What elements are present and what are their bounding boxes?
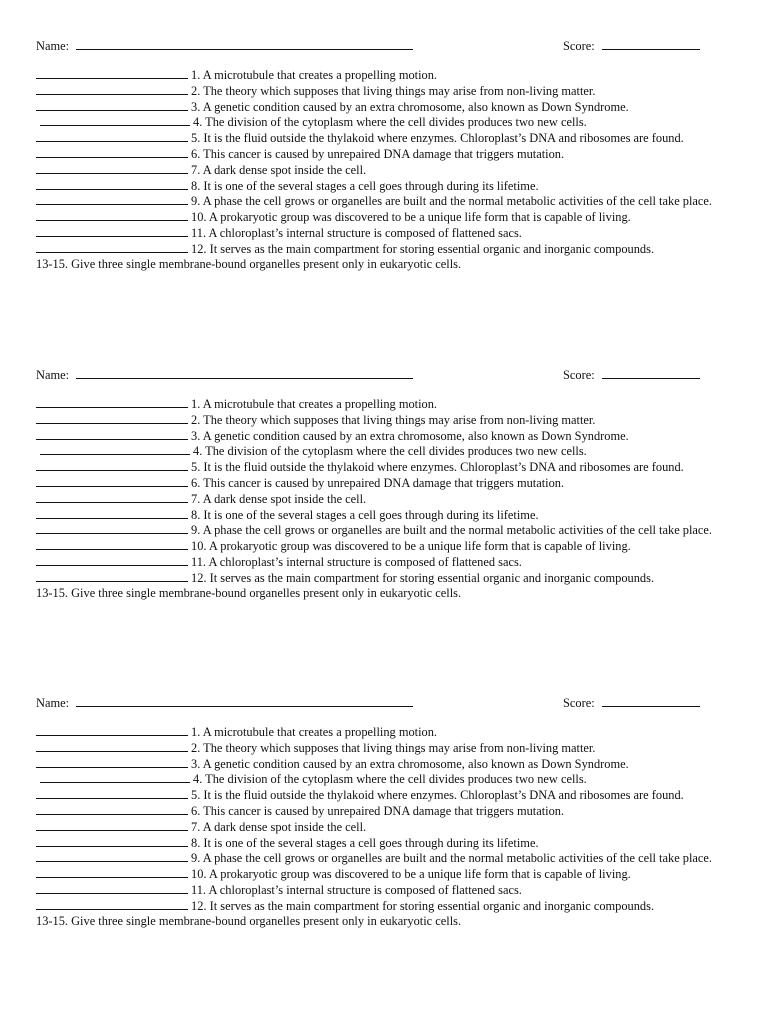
- question-item: [36, 866, 722, 882]
- answer-blank[interactable]: [36, 193, 188, 205]
- question-text: 5. It is the fluid outside the thylakoid where enzymes. Chloroplast’s DNA and ribosomes are found.: [191, 131, 684, 146]
- question-item: [36, 538, 722, 554]
- answer-blank[interactable]: [36, 475, 188, 487]
- name-label: Name:: [36, 696, 70, 710]
- question-item: [36, 241, 722, 257]
- answer-blank[interactable]: [40, 443, 190, 455]
- score-blank[interactable]: [602, 38, 700, 50]
- question-text: 12. It serves as the main compartment for storing essential organic and inorganic compounds.: [191, 898, 655, 913]
- name-blank[interactable]: [76, 38, 413, 50]
- quiz-header: [36, 695, 722, 710]
- question-item: [36, 850, 722, 866]
- answer-blank[interactable]: [36, 819, 188, 831]
- answer-blank[interactable]: [36, 507, 188, 519]
- question-text: 10. A prokaryotic group was discovered to be a unique life form that is capable of living.: [191, 867, 631, 882]
- name-field[interactable]: [36, 367, 413, 383]
- question-item: [36, 522, 722, 538]
- question-item: [36, 740, 722, 756]
- question-text: 4. The division of the cytoplasm where the cell divides produces two new cells.: [193, 444, 587, 459]
- question-text: 6. This cancer is caused by unrepaired DNA damage that triggers mutation.: [191, 803, 565, 818]
- question-item: [36, 507, 722, 523]
- question-text: 2. The theory which supposes that living things may arise from non-living matter.: [191, 412, 596, 427]
- quiz-copy-2: [36, 367, 722, 600]
- question-text: 4. The division of the cytoplasm where the cell divides produces two new cells.: [193, 115, 587, 130]
- question-item: [36, 178, 722, 194]
- question-text: 9. A phase the cell grows or organelles are built and the normal metabolic activities of the cell take place.: [191, 851, 713, 866]
- quiz-copy-3: [36, 695, 722, 928]
- answer-blank[interactable]: [36, 99, 188, 111]
- question-list: [36, 67, 722, 271]
- name-field[interactable]: [36, 695, 413, 711]
- answer-blank[interactable]: [36, 83, 188, 95]
- question-item: [36, 209, 722, 225]
- question-text: 5. It is the fluid outside the thylakoid where enzymes. Chloroplast’s DNA and ribosomes are found.: [191, 460, 684, 475]
- answer-blank[interactable]: [36, 756, 188, 768]
- answer-blank[interactable]: [36, 538, 188, 550]
- question-text: 8. It is one of the several stages a cell goes through during its lifetime.: [191, 178, 539, 193]
- answer-blank[interactable]: [36, 428, 188, 440]
- quiz-header: [36, 38, 722, 53]
- score-label: Score:: [563, 39, 595, 53]
- answer-blank[interactable]: [36, 787, 188, 799]
- question-item: [36, 898, 722, 914]
- question-text: 11. A chloroplast’s internal structure is composed of flattened sacs.: [191, 882, 522, 897]
- quiz-header: [36, 367, 722, 382]
- question-text: 7. A dark dense spot inside the cell.: [191, 491, 367, 506]
- question-text: 9. A phase the cell grows or organelles are built and the normal metabolic activities of the cell take place.: [191, 194, 713, 209]
- name-label: Name:: [36, 39, 70, 53]
- score-blank[interactable]: [602, 367, 700, 379]
- name-label: Name:: [36, 368, 70, 382]
- question-item: [36, 882, 722, 898]
- question-item: [36, 83, 722, 99]
- question-item: [36, 554, 722, 570]
- question-item: [36, 803, 722, 819]
- question-item: [36, 193, 722, 209]
- question-text: 11. A chloroplast’s internal structure is composed of flattened sacs.: [191, 554, 522, 569]
- answer-blank[interactable]: [36, 803, 188, 815]
- answer-blank[interactable]: [36, 146, 188, 158]
- question-item: [36, 225, 722, 241]
- name-blank[interactable]: [76, 367, 413, 379]
- question-item: [36, 412, 722, 428]
- question-text: 8. It is one of the several stages a cell goes through during its lifetime.: [191, 507, 539, 522]
- question-text: 5. It is the fluid outside the thylakoid where enzymes. Chloroplast’s DNA and ribosomes are found.: [191, 788, 684, 803]
- score-field[interactable]: [563, 695, 700, 711]
- question-text: 11. A chloroplast’s internal structure is composed of flattened sacs.: [191, 225, 522, 240]
- answer-blank[interactable]: [36, 898, 188, 910]
- question-item: [36, 756, 722, 772]
- question-item: [36, 459, 722, 475]
- question-text: 10. A prokaryotic group was discovered to be a unique life form that is capable of living.: [191, 539, 631, 554]
- answer-blank[interactable]: [36, 412, 188, 424]
- question-text: 1. A microtubule that creates a propelling motion.: [191, 725, 438, 739]
- answer-blank[interactable]: [36, 209, 188, 221]
- answer-blank[interactable]: [40, 771, 190, 783]
- score-label: Score:: [563, 368, 595, 382]
- question-item: [36, 114, 722, 130]
- question-item: [36, 491, 722, 507]
- question-text: 3. A genetic condition caused by an extra chromosome, also known as Down Syndrome.: [191, 756, 629, 771]
- question-text: 7. A dark dense spot inside the cell.: [191, 819, 367, 834]
- question-text: 3. A genetic condition caused by an extra chromosome, also known as Down Syndrome.: [191, 428, 629, 443]
- answer-blank[interactable]: [36, 130, 188, 142]
- answer-blank[interactable]: [36, 162, 188, 174]
- question-item: [36, 428, 722, 444]
- score-field[interactable]: [563, 38, 700, 54]
- answer-blank[interactable]: [36, 67, 188, 79]
- question-item: [36, 396, 722, 412]
- score-field[interactable]: [563, 367, 700, 383]
- answer-blank[interactable]: [36, 396, 188, 408]
- final-question: 13-15. Give three single membrane-bound organelles present only in eukaryotic cells.: [36, 913, 462, 928]
- question-text: 6. This cancer is caused by unrepaired DNA damage that triggers mutation.: [191, 146, 565, 161]
- question-list: [36, 724, 722, 928]
- question-item: [36, 67, 722, 83]
- question-item: [36, 771, 722, 787]
- question-text: 2. The theory which supposes that living things may arise from non-living matter.: [191, 83, 596, 98]
- answer-blank[interactable]: [36, 225, 188, 237]
- question-text: 7. A dark dense spot inside the cell.: [191, 162, 367, 177]
- question-text: 12. It serves as the main compartment for storing essential organic and inorganic compounds.: [191, 241, 655, 256]
- question-item: [36, 475, 722, 491]
- question-text: 4. The division of the cytoplasm where the cell divides produces two new cells.: [193, 772, 587, 787]
- question-item: [36, 835, 722, 851]
- name-field[interactable]: [36, 38, 413, 54]
- question-text: 9. A phase the cell grows or organelles are built and the normal metabolic activities of the cell take place.: [191, 523, 713, 538]
- question-item: [36, 724, 722, 740]
- final-question: 13-15. Give three single membrane-bound organelles present only in eukaryotic cells.: [36, 256, 462, 271]
- answer-blank[interactable]: [36, 724, 188, 736]
- question-item: [36, 819, 722, 835]
- question-list: [36, 396, 722, 600]
- question-item: [36, 162, 722, 178]
- answer-blank[interactable]: [36, 491, 188, 503]
- question-text: 3. A genetic condition caused by an extra chromosome, also known as Down Syndrome.: [191, 99, 629, 114]
- answer-blank[interactable]: [36, 570, 188, 582]
- question-item: [36, 570, 722, 586]
- answer-blank[interactable]: [36, 835, 188, 847]
- answer-blank[interactable]: [36, 850, 188, 862]
- quiz-copy-1: [36, 38, 722, 271]
- question-text: 1. A microtubule that creates a propelling motion.: [191, 397, 438, 411]
- name-blank[interactable]: [76, 695, 413, 707]
- score-blank[interactable]: [602, 695, 700, 707]
- question-item: [36, 130, 722, 146]
- answer-blank[interactable]: [36, 522, 188, 534]
- answer-blank[interactable]: [40, 114, 190, 126]
- answer-blank[interactable]: [36, 866, 188, 878]
- question-item: [36, 443, 722, 459]
- question-item: [36, 99, 722, 115]
- question-text: 12. It serves as the main compartment for storing essential organic and inorganic compounds.: [191, 570, 655, 585]
- answer-blank[interactable]: [36, 178, 188, 190]
- question-item: [36, 787, 722, 803]
- score-label: Score:: [563, 696, 595, 710]
- question-text: 10. A prokaryotic group was discovered to be a unique life form that is capable of living.: [191, 210, 631, 225]
- question-text: 1. A microtubule that creates a propelling motion.: [191, 68, 438, 82]
- answer-blank[interactable]: [36, 241, 188, 253]
- answer-blank[interactable]: [36, 459, 188, 471]
- answer-blank[interactable]: [36, 554, 188, 566]
- question-text: 6. This cancer is caused by unrepaired DNA damage that triggers mutation.: [191, 475, 565, 490]
- answer-blank[interactable]: [36, 882, 188, 894]
- question-text: 2. The theory which supposes that living things may arise from non-living matter.: [191, 740, 596, 755]
- question-text: 8. It is one of the several stages a cell goes through during its lifetime.: [191, 835, 539, 850]
- answer-blank[interactable]: [36, 740, 188, 752]
- question-item: [36, 146, 722, 162]
- final-question: 13-15. Give three single membrane-bound organelles present only in eukaryotic cells.: [36, 585, 462, 600]
